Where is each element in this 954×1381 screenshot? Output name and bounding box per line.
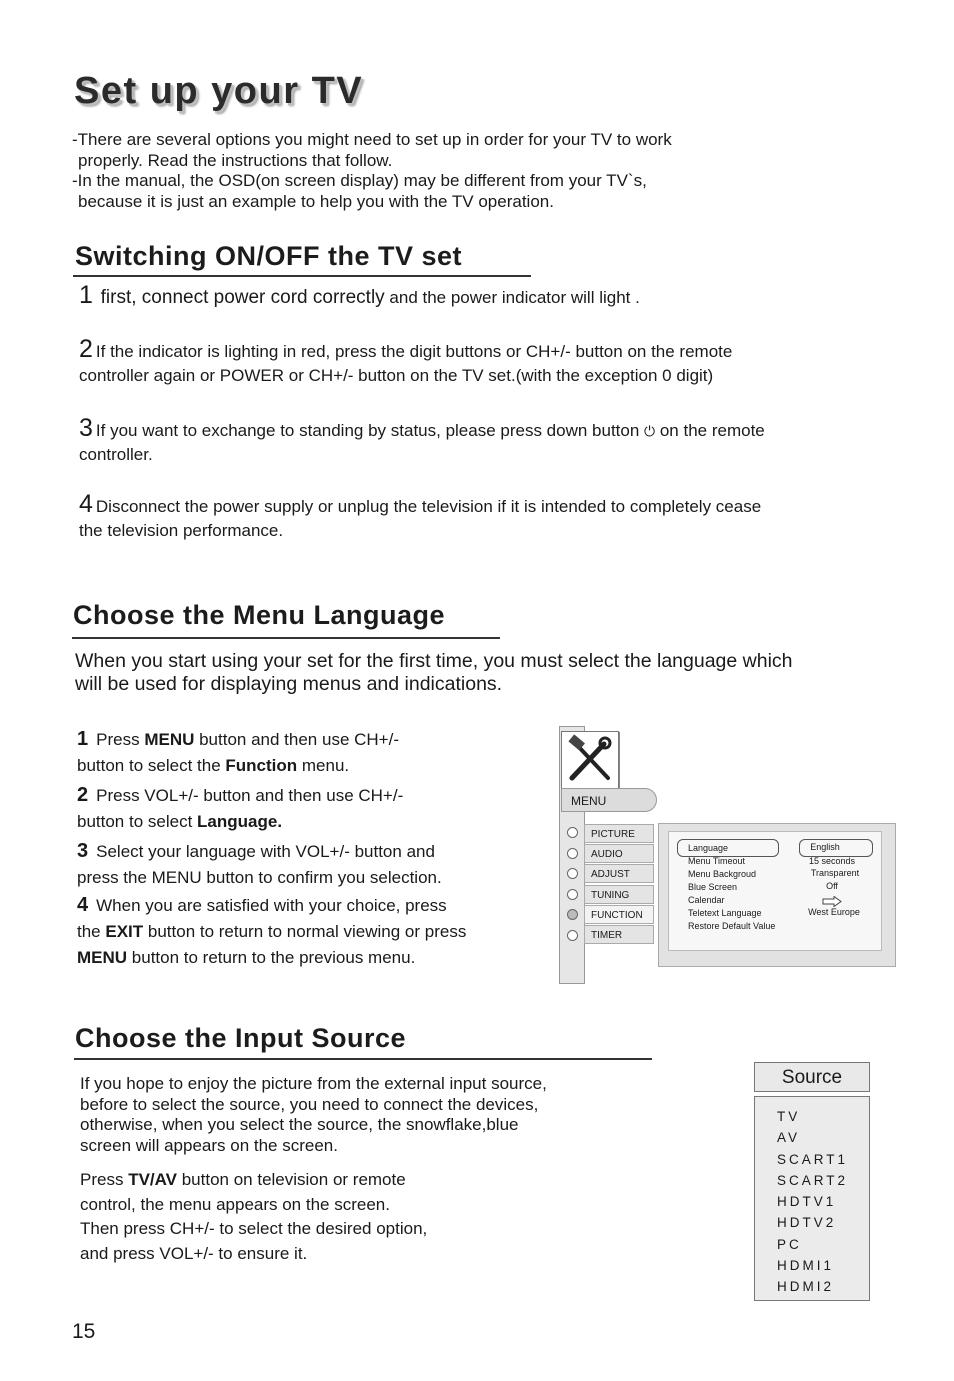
osd-setting-teletext-language: Teletext Language [688, 908, 762, 918]
step-text: Press [96, 730, 145, 749]
intro-line: -In the manual, the OSD(on screen display) may be different from your TV`s, [72, 171, 647, 190]
step-text: button to select the [77, 756, 226, 775]
source-option-av: AV [777, 1130, 801, 1146]
osd-dot [567, 868, 578, 879]
step-text: button on television or remote [177, 1170, 406, 1189]
step-number: 4 [77, 894, 89, 916]
osd-value-blue-screen: Off [826, 881, 838, 891]
heading-underline [74, 1058, 652, 1060]
osd-value-timeout: 15 seconds [808, 856, 856, 866]
page-title: Set up your TV [74, 70, 364, 112]
para-line: before to select the source, you need to connect the devices, [80, 1094, 539, 1114]
input-heading: Choose the Input Source [75, 1023, 407, 1053]
tvav-key-label: TV/AV [128, 1170, 177, 1189]
osd-setting-blue-screen: Blue Screen [688, 882, 738, 892]
osd-dot [567, 827, 578, 838]
osd-item-audio: AUDIO [584, 844, 654, 863]
step-text: first, connect power cord correctly [100, 287, 385, 308]
osd-item-adjust: ADJUST [584, 864, 654, 883]
step-number: 4 [79, 490, 93, 518]
step-text: Select your language with VOL+/- button and [96, 842, 435, 861]
step-text: button to return to the previous menu. [127, 948, 416, 967]
step-text: and press VOL+/- to ensure it. [80, 1243, 308, 1263]
language-steps [77, 726, 547, 971]
step-number: 1 [77, 728, 89, 750]
para-line: will be used for displaying menus and indications. [75, 673, 503, 695]
osd-item-picture: PICTURE [584, 824, 654, 843]
osd-setting-restore-default: Restore Default Value [688, 921, 776, 931]
step-text: button and then use CH+/- [194, 730, 399, 749]
source-option-scart1: SCART1 [777, 1151, 849, 1167]
switching-step-4 [79, 492, 909, 543]
osd-setting-calendar: Calendar [688, 895, 725, 905]
intro-text [72, 130, 892, 212]
input-instructions [80, 1168, 560, 1266]
osd-dot-selected [567, 909, 578, 920]
menu-key-label: MENU [144, 730, 195, 749]
language-label: Language. [197, 812, 283, 831]
exit-key-label: EXIT [105, 922, 144, 941]
page-number: 15 [72, 1320, 96, 1343]
source-menu-list [754, 1096, 870, 1301]
step-number: 3 [79, 414, 93, 442]
heading-underline [72, 637, 500, 639]
step-text: button to select [77, 812, 198, 831]
tools-icon [561, 731, 619, 789]
osd-dot [567, 889, 578, 900]
intro-line: because it is just an example to help you with the TV operation. [78, 191, 554, 211]
source-option-scart2: SCART2 [777, 1172, 849, 1188]
step-text: controller. [79, 445, 153, 464]
osd-item-tuning: TUNING [584, 885, 654, 904]
step-text: If the indicator is lighting in red, press the digit buttons or CH+/- button on the remote [95, 342, 733, 361]
menu-key-label: MENU [77, 948, 128, 967]
input-intro [80, 1074, 680, 1156]
step-text: and the power indicator will light . [384, 288, 640, 307]
language-intro [75, 650, 915, 696]
osd-dot [567, 848, 578, 859]
switching-heading: Switching ON/OFF the TV set [75, 241, 463, 271]
source-option-pc: PC [777, 1236, 802, 1252]
step-text: When you are satisfied with your choice, press [96, 896, 447, 915]
osd-setting-menu-background: Menu Backgroud [688, 869, 757, 879]
source-option-tv: TV [777, 1109, 801, 1124]
step-text: button to return to normal viewing or press [143, 922, 467, 941]
osd-dot [567, 930, 578, 941]
osd-value-teletext: West Europe [808, 907, 860, 917]
step-text: If you want to exchange to standing by status, please press down button [95, 421, 640, 440]
intro-line: -There are several options you might need to set up in order for your TV to work [72, 130, 672, 149]
switching-step-2 [79, 337, 909, 388]
source-option-hdtv2: HDTV2 [777, 1215, 837, 1231]
source-menu-title: Source [754, 1062, 870, 1092]
osd-item-timer: TIMER [584, 925, 654, 944]
step-text: Disconnect the power supply or unplug the television if it is intended to completely cease [95, 497, 762, 516]
step-number: 2 [79, 335, 93, 363]
step-number: 2 [77, 784, 89, 806]
source-option-hdmi1: HDMI1 [777, 1258, 835, 1274]
para-line: If you hope to enjoy the picture from the external input source, [80, 1074, 547, 1093]
para-line: otherwise, when you select the source, the snowflake,blue [80, 1115, 519, 1134]
osd-value-background: Transparent [810, 868, 860, 878]
para-line: screen will appears on the screen. [80, 1135, 338, 1155]
para-line: When you start using your set for the first time, you must select the language which [75, 650, 793, 672]
step-text: Press [80, 1170, 129, 1189]
osd-item-function: FUNCTION [584, 905, 654, 924]
function-label: Function [225, 756, 298, 775]
osd-value-language: English [810, 842, 840, 852]
osd-setting-language: Language [688, 843, 729, 853]
osd-menu-tab: MENU [561, 788, 657, 812]
step-text: press the MENU button to confirm you selection. [77, 868, 442, 887]
step-text: on the remote [655, 421, 765, 440]
power-icon: ⏻ [644, 423, 656, 439]
intro-line: properly. Read the instructions that follow. [78, 150, 393, 170]
switching-step-1 [79, 283, 909, 310]
step-text: Then press CH+/- to select the desired option, [80, 1219, 428, 1238]
step-number: 3 [77, 840, 89, 862]
step-text: control, the menu appears on the screen. [80, 1194, 390, 1214]
source-option-hdtv1: HDTV1 [777, 1194, 837, 1210]
heading-underline [73, 275, 531, 277]
step-text: the [77, 922, 106, 941]
osd-setting-menu-timeout: Menu Timeout [688, 856, 746, 866]
step-text: menu. [297, 756, 350, 775]
source-option-hdmi2: HDMI2 [777, 1279, 835, 1295]
step-number: 1 [79, 281, 93, 309]
step-text: controller again or POWER or CH+/- button on the TV set.(with the exception 0 digit) [79, 366, 714, 385]
language-heading: Choose the Menu Language [73, 600, 446, 630]
step-text: the television performance. [79, 521, 284, 540]
switching-step-3 [79, 416, 909, 467]
step-text: Press VOL+/- button and then use CH+/- [96, 786, 404, 805]
